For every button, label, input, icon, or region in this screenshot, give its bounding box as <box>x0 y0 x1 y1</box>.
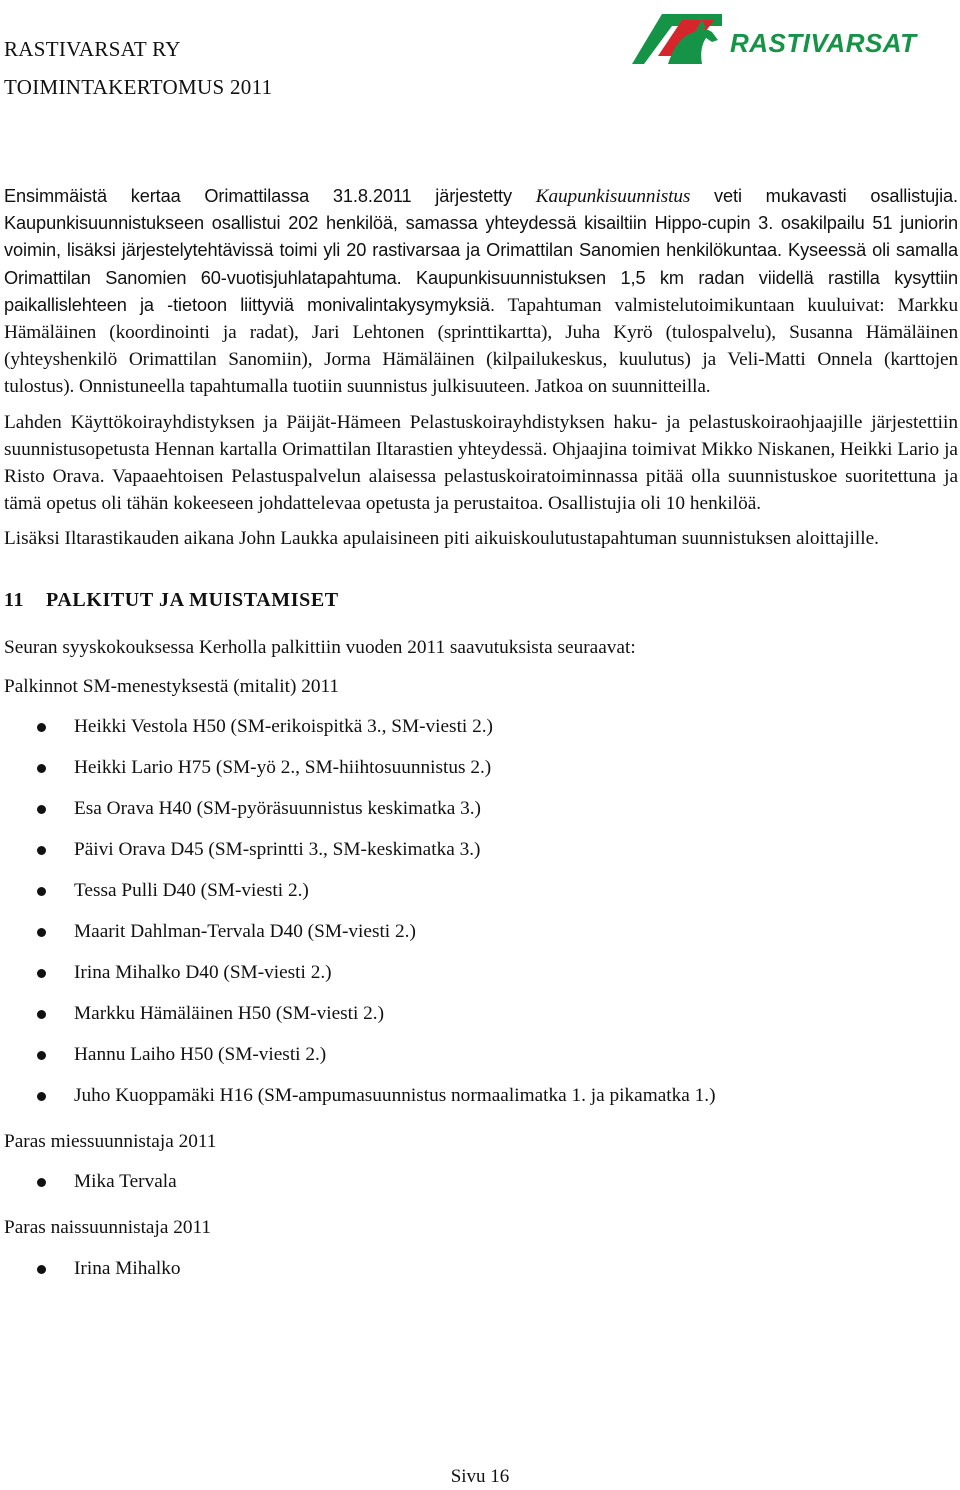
list-item: Tessa Pulli D40 (SM-viesti 2.) <box>4 876 958 917</box>
paragraph-rescue-dogs: Lahden Käyttökoirayhdistyksen ja Päijät-Hämeen Pelastuskoirayhdistyksen haku- ja pelastuskoiraohjaajille järjestettiin suunnistusopetusta Hennan kartalla Orimattilan Iltarastien yhteydessä. Ohjaajina toimivat Mikko Niskanen, Heikki Lario ja Risto Orava. Vapaaehtoisen Pelastuspalvelun alaisessa pelastuskoiratoiminnassa pitää olla suunnistuskoe suoritettuna ja tämä opetus oli tähän kokeeseen johdattelevaa opetusta ja perustaitoa. Osallistujia oli 10 henkilöä. <box>4 411 958 515</box>
paragraph-city-orienteering <box>4 183 958 401</box>
list-item: Mika Tervala <box>4 1167 958 1208</box>
best-female-list <box>4 1254 958 1295</box>
paragraph-text: veti mukavasti osallistujia. Kaupunkisuunnistukseen osallistui 202 henkilöä, samassa yhteydessä kisailtiin Hippo-cupin 3. osakilpailu 51 juniorin voimin, lisäksi järjestelytehtävissä toimi yli 20 rastivarsaa ja Orimattilan Sanomien henkilökuntaa. Kyseessä oli samalla Orimattilan Sanomien 60-vuotisjuhlatapahtuma. Kaupunkisuunnistuksen 1,5 km radan viidellä rastilla kysyttiin paikallislehteen ja -tietoon liittyviä monivalintakysymyksiä. <box>4 186 958 315</box>
paragraph-text: Ensimmäistä kertaa Orimattilassa 31.8.2011 järjestetty <box>4 186 536 206</box>
list-item: Juho Kuoppamäki H16 (SM-ampumasuunnistus normaalimatka 1. ja pikamatka 1.) <box>4 1081 958 1122</box>
document-header <box>4 30 272 106</box>
section-title: PALKITUT JA MUISTAMISET <box>46 588 339 611</box>
list-item: Irina Mihalko <box>4 1254 958 1295</box>
rastivarsat-logo <box>622 6 942 74</box>
list-item: Päivi Orava D45 (SM-sprintti 3., SM-keskimatka 3.) <box>4 835 958 876</box>
list-item: Hannu Laiho H50 (SM-viesti 2.) <box>4 1040 958 1081</box>
medals-list <box>4 712 958 1122</box>
section-heading <box>4 587 958 614</box>
list-item: Esa Orava H40 (SM-pyöräsuunnistus keskimatka 3.) <box>4 794 958 835</box>
section-number: 11 <box>4 588 25 611</box>
best-female-heading: Paras naissuunnistaja 2011 <box>4 1217 212 1239</box>
paragraph-text: Tapahtuman valmistelutoimikuntaan kuuluivat: Markku Hämäläinen (koordinointi ja radat), Jari Lehtonen (sprinttikartta), Juha Kyrö (tulospalvelu), Susanna Hämäläinen (yhteyshenkilö Orimattilan Sanomiin), Jorma Hämäläinen (kilpailukeskus, kuulutus) ja Veli-Matti Onnela (karttojen tulostus). Onnistuneella tapahtumalla tuotiin suunnistus julkisuuteen. Jatkoa on suunnitteilla. <box>4 294 958 398</box>
page-content <box>4 183 958 1301</box>
logo-wordmark: RASTIVARSAT <box>730 28 917 58</box>
list-item: Heikki Lario H75 (SM-yö 2., SM-hiihtosuunnistus 2.) <box>4 753 958 794</box>
horse-emblem-icon <box>622 6 732 74</box>
report-title: TOIMINTAKERTOMUS 2011 <box>4 75 273 99</box>
event-name: Kaupunkisuunnistus <box>535 186 691 207</box>
organization-name: RASTIVARSAT RY <box>4 37 181 61</box>
paragraph-adult-training: Lisäksi Iltarastikauden aikana John Laukka apulaisineen piti aikuiskoulutustapahtuman suunnistuksen aloittajille. <box>4 528 879 550</box>
list-item: Maarit Dahlman-Tervala D40 (SM-viesti 2.) <box>4 917 958 958</box>
best-male-list <box>4 1167 958 1208</box>
page-number: Sivu 16 <box>450 1466 510 1487</box>
medals-heading: Palkinnot SM-menestyksestä (mitalit) 2011 <box>4 676 340 698</box>
section-intro: Seuran syyskokouksessa Kerholla palkittiin vuoden 2011 saavutuksista seuraavat: <box>4 636 636 658</box>
list-item: Irina Mihalko D40 (SM-viesti 2.) <box>4 958 958 999</box>
best-male-heading: Paras miessuunnistaja 2011 <box>4 1131 217 1153</box>
list-item: Heikki Vestola H50 (SM-erikoispitkä 3., SM-viesti 2.) <box>4 712 958 753</box>
list-item: Markku Hämäläinen H50 (SM-viesti 2.) <box>4 999 958 1040</box>
